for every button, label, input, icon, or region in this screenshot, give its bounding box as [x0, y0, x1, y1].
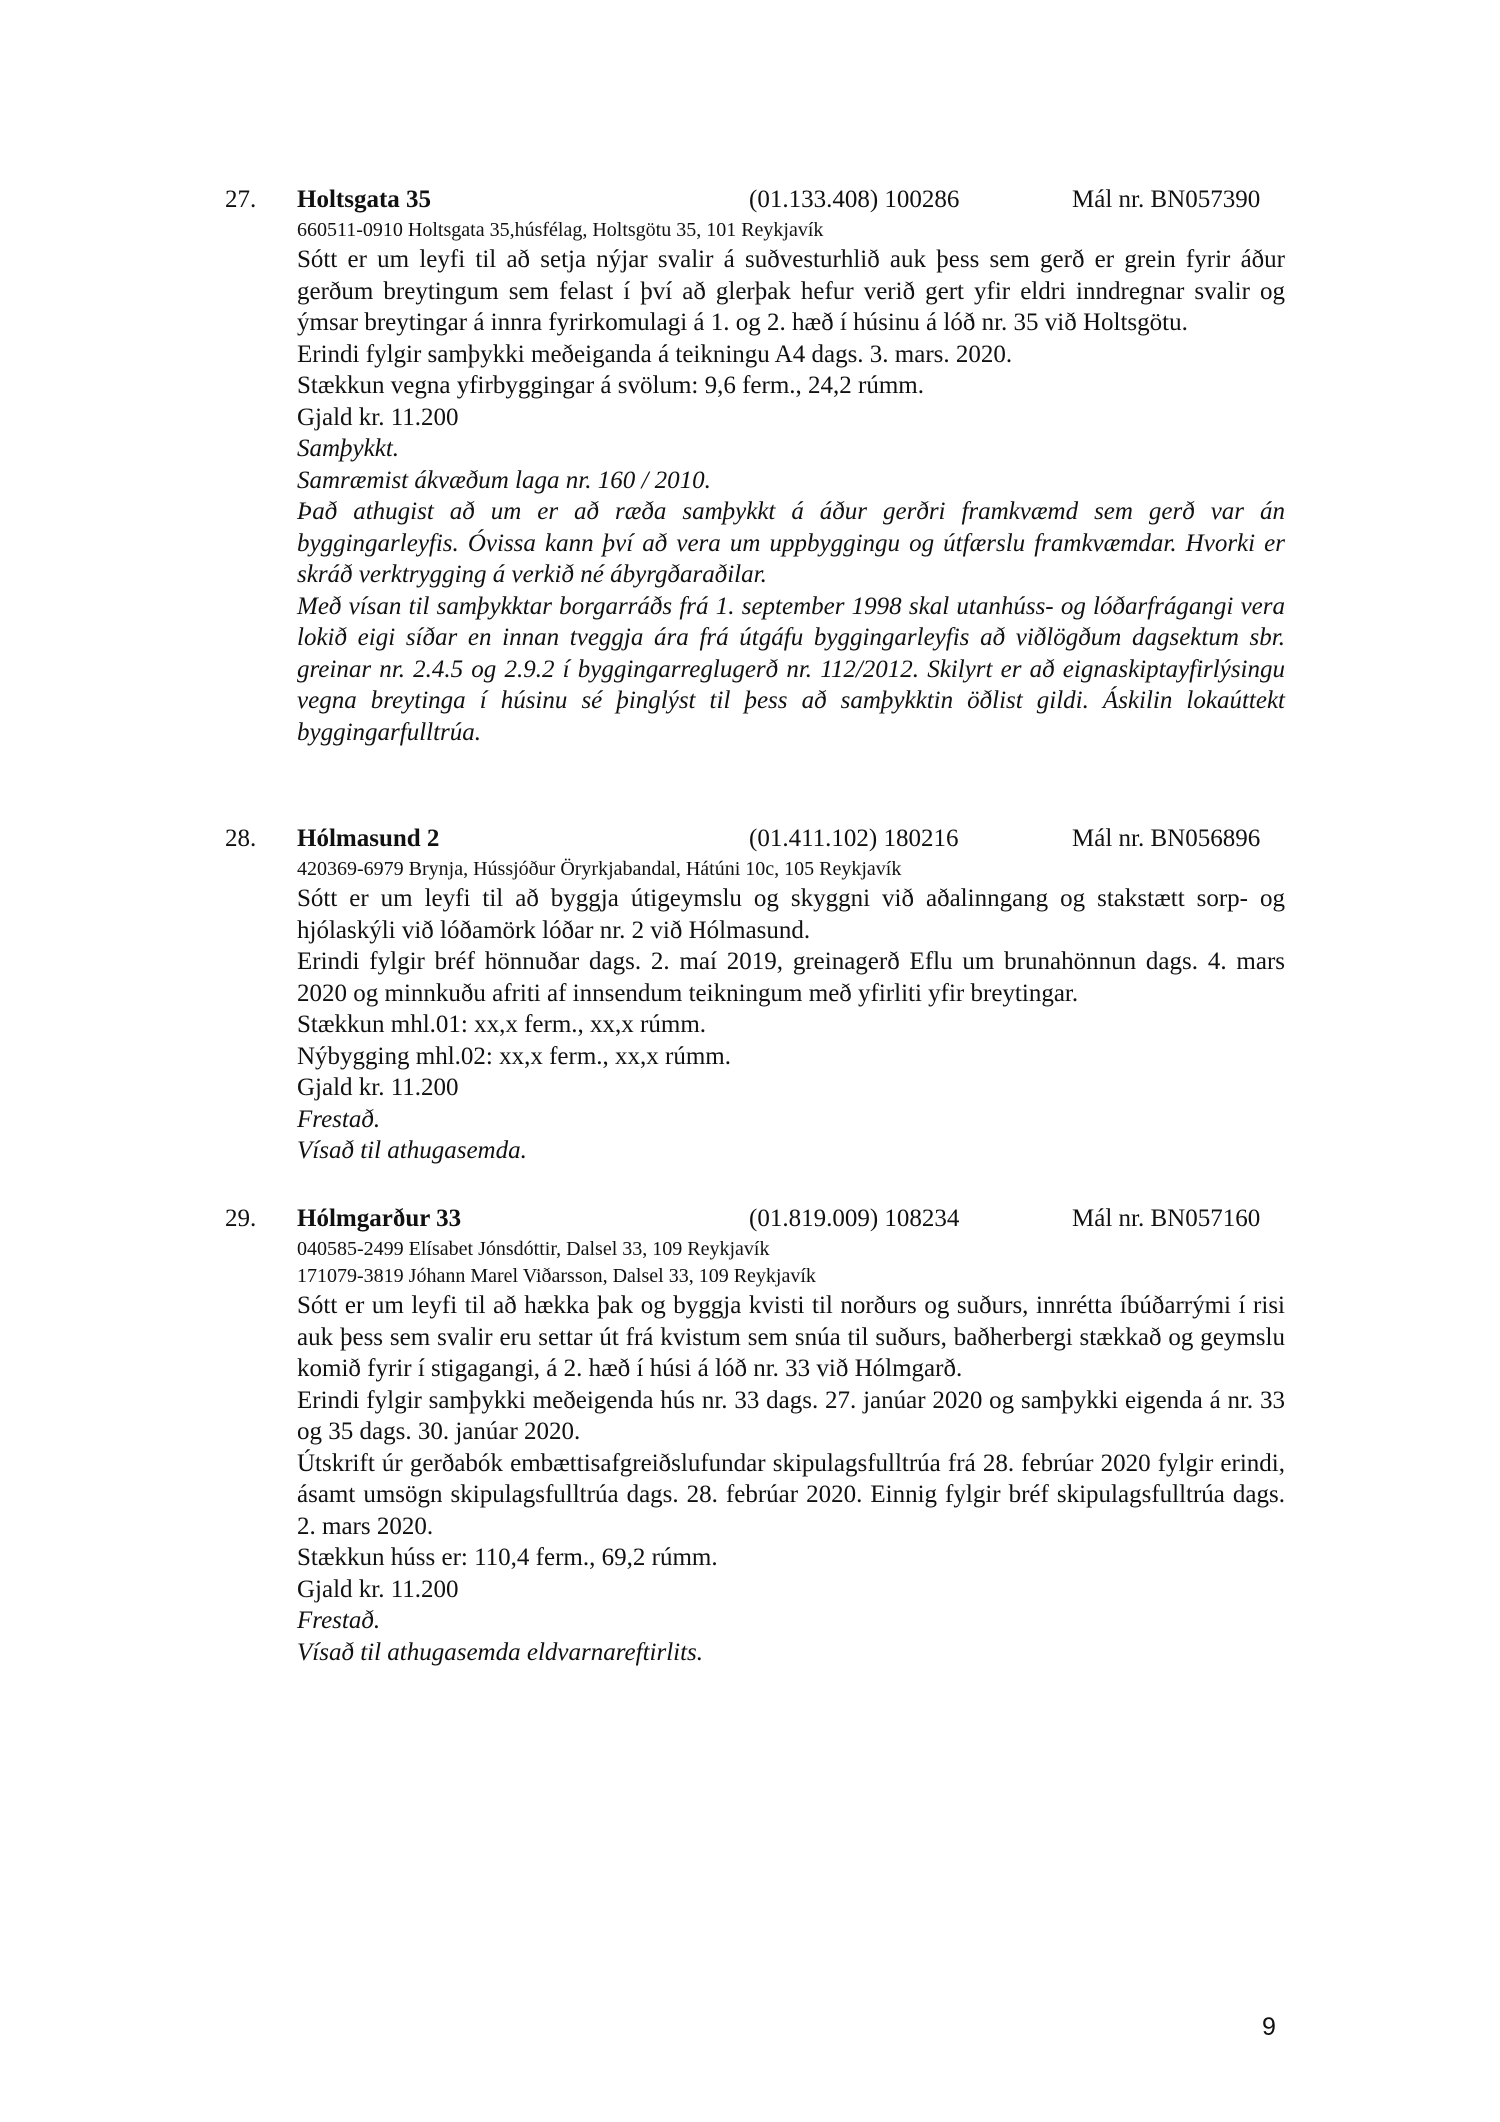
- condition: Það athugist að um er að ræða samþykkt á áður gerðri framkvæmd sem gerð var án byggingarleyfis. Óvissa kann því að vera um uppbyggingu og útfærslu framkvæmdar. Hvorki er skráð verktrygging á verkið né ábyrgðaraðilar.: [297, 498, 1285, 588]
- note: Stækkun mhl.01: xx,x ferm., xx,x rúmm.: [297, 1011, 707, 1038]
- note: Útskrift úr gerðabók embættisafgreiðslufundar skipulagsfulltrúa frá 28. febrúar 2020 fylgir erindi, ásamt umsögn skipulagsfulltrúa dags. 28. febrúar 2020. Einnig fylgir bréf skipulagsfulltrúa dags. 2. mars 2020.: [297, 1449, 1285, 1540]
- note: Erindi fylgir samþykki meðeiganda á teikningu A4 dags. 3. mars. 2020.: [297, 340, 1013, 368]
- case-item-27: [225, 183, 1285, 748]
- case-header: [225, 183, 1285, 217]
- property-reference: (01.133.408) 100286: [749, 186, 960, 213]
- item-number: 27.: [225, 186, 257, 213]
- item-number: 28.: [225, 825, 257, 852]
- property-address: Holtsgata 35: [297, 186, 432, 213]
- note: Nýbygging mhl.02: xx,x ferm., xx,x rúmm.: [297, 1042, 731, 1070]
- fee: Gjald kr. 11.200: [297, 403, 459, 431]
- note: Erindi fylgir samþykki meðeigenda hús nr. 33 dags. 27. janúar 2020 og samþykki eigenda á nr. 33 og 35 dags. 30. janúar 2020.: [297, 1386, 1285, 1445]
- description: Sótt er um leyfi til að byggja útigeymslu og skyggni við aðalinngang og stakstætt sorp- og hjólaskýli við lóðamörk lóðar nr. 2 við Hólmasund.: [297, 885, 1285, 944]
- note: Erindi fylgir bréf hönnuðar dags. 2. maí 2019, greinagerð Eflu um brunahönnun dags. 4. mars 2020 og minnkuðu afriti af innsendum teikningum með yfirliti yfir breytingar.: [297, 948, 1285, 1007]
- note: Stækkun vegna yfirbyggingar á svölum: 9,6 ferm., 24,2 rúmm.: [297, 372, 925, 399]
- case-item-28: [225, 822, 1285, 1167]
- condition: Vísað til athugasemda.: [297, 1137, 527, 1164]
- condition: Vísað til athugasemda eldvarnareftirlits.: [297, 1638, 704, 1666]
- condition: Samræmist ákvæðum laga nr. 160 / 2010.: [297, 466, 711, 494]
- fee: Gjald kr. 11.200: [297, 1074, 459, 1101]
- case-header: [225, 1202, 1285, 1236]
- fee: Gjald kr. 11.200: [297, 1575, 459, 1603]
- decision: Frestað.: [297, 1607, 381, 1634]
- decision: Frestað.: [297, 1105, 381, 1133]
- property-address: Hólmasund 2: [297, 825, 440, 852]
- item-number: 29.: [225, 1205, 257, 1232]
- case-number: Mál nr. BN057390: [1072, 186, 1261, 213]
- property-reference: (01.411.102) 180216: [749, 825, 959, 852]
- applicant: 040585-2499 Elísabet Jónsdóttir, Dalsel 33, 109 Reykjavík: [297, 1238, 770, 1260]
- case-number: Mál nr. BN056896: [1072, 825, 1261, 852]
- description: Sótt er um leyfi til að setja nýjar svalir á suðvesturhlið auk þess sem gerð er grein fyrir áður gerðum breytingum sem felast í því að glerþak hefur verið gert yfir eldri inndregnar svalir og ýmsar breytingar á innra fyrirkomulagi á 1. og 2. hæð í húsinu á lóð nr. 35 við Holtsgötu.: [297, 246, 1285, 336]
- condition: Með vísan til samþykktar borgarráðs frá 1. september 1998 skal utanhúss- og lóðarfrágangi vera lokið eigi síðar en innan tveggja ára frá útgáfu byggingarleyfis að viðlögðum dagsektum sbr. greinar nr. 2.4.5 og 2.9.2 í byggingarreglugerð nr. 112/2012. Skilyrt er að eignaskiptayfirlýsingu vegna breytinga í húsinu sé þinglýst til þess að samþykktin öðlist gildi. Áskilin lokaúttekt byggingarfulltrúa.: [297, 592, 1285, 746]
- case-number: Mál nr. BN057160: [1072, 1205, 1261, 1232]
- description: Sótt er um leyfi til að hækka þak og byggja kvisti til norðurs og suðurs, innrétta íbúðarrými í risi auk þess sem svalir eru settar út frá kvistum sem snúa til suðurs, baðherbergi stækkað og geymslu komið fyrir í stigagangi, á 2. hæð í húsi á lóð nr. 33 við Hólmgarð.: [297, 1292, 1285, 1382]
- decision: Samþykkt.: [297, 435, 400, 462]
- property-address: Hólmgarður 33: [297, 1205, 462, 1232]
- applicant: 420369-6979 Brynja, Hússjóður Öryrkjabandal, Hátúni 10c, 105 Reykjavík: [297, 858, 902, 880]
- applicant: 171079-3819 Jóhann Marel Viðarsson, Dalsel 33, 109 Reykjavík: [297, 1265, 816, 1287]
- page-number: 9: [1262, 2013, 1276, 2041]
- case-item-29: [225, 1202, 1285, 1668]
- applicant: 660511-0910 Holtsgata 35,húsfélag, Holtsgötu 35, 101 Reykjavík: [297, 219, 824, 241]
- note: Stækkun húss er: 110,4 ferm., 69,2 rúmm.: [297, 1544, 718, 1571]
- case-header: [225, 822, 1285, 856]
- property-reference: (01.819.009) 108234: [749, 1205, 960, 1232]
